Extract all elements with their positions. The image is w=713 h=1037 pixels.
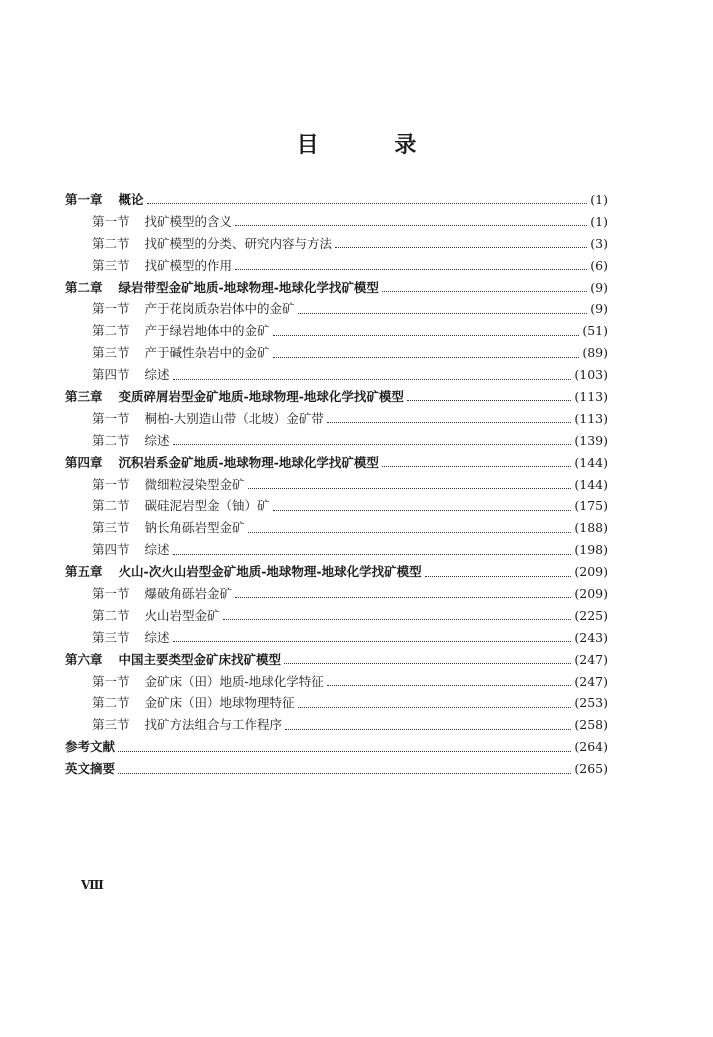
- dot-leader: [248, 532, 572, 533]
- toc-number: 第二节: [92, 323, 130, 339]
- dot-leader: [223, 619, 572, 620]
- toc-title: 变质碎屑岩型金矿地质-地球物理-地球化学找矿模型: [118, 389, 404, 405]
- toc-title: 产于绿岩地体中的金矿: [144, 323, 270, 339]
- dot-leader: [273, 335, 580, 336]
- toc-page-number: (144): [574, 454, 608, 470]
- toc-page-number: (247): [574, 673, 608, 689]
- dot-leader: [298, 313, 588, 314]
- toc-title: 火山-次火山岩型金矿地质-地球物理-地球化学找矿模型: [118, 564, 422, 580]
- dot-leader: [273, 357, 580, 358]
- toc-title: 综述: [144, 432, 170, 448]
- dot-leader: [147, 203, 588, 204]
- toc-title: 找矿模型的作用: [144, 257, 233, 273]
- toc-number: 第一节: [92, 213, 130, 229]
- toc-title: 钠长角砾岩型金矿: [144, 520, 245, 536]
- toc-section[interactable]: [65, 496, 608, 518]
- toc-title: 中国主要类型金矿床找矿模型: [118, 651, 282, 667]
- toc-page-number: (188): [574, 520, 608, 536]
- toc-number: 第四节: [92, 542, 130, 558]
- toc-page-number: (113): [574, 410, 608, 426]
- dot-leader: [425, 576, 572, 577]
- toc-section[interactable]: [65, 584, 608, 606]
- toc-references[interactable]: [65, 737, 608, 759]
- toc-page-number: (103): [574, 367, 608, 383]
- toc-page-number: (51): [582, 323, 608, 339]
- toc-title: 绿岩带型金矿地质-地球物理-地球化学找矿模型: [118, 279, 379, 295]
- toc-number: 第三章: [65, 389, 103, 405]
- toc-section[interactable]: [65, 540, 608, 562]
- toc-section[interactable]: [65, 715, 608, 737]
- toc-number: 第一节: [92, 476, 130, 492]
- toc-number: 第六章: [65, 651, 103, 667]
- toc-title: 找矿模型的分类、研究内容与方法: [144, 235, 333, 251]
- toc-title: 爆破角砾岩金矿: [144, 586, 233, 602]
- toc-section[interactable]: [65, 431, 608, 453]
- toc-page-number: (243): [574, 629, 608, 645]
- toc-section[interactable]: [65, 475, 608, 497]
- dot-leader: [285, 729, 571, 730]
- toc-number: 第二节: [92, 235, 130, 251]
- toc-section[interactable]: [65, 234, 608, 256]
- toc-chapter-4[interactable]: [65, 453, 608, 475]
- dot-leader: [235, 225, 587, 226]
- toc-title: 综述: [144, 629, 170, 645]
- dot-leader: [327, 685, 572, 686]
- toc-section[interactable]: [65, 256, 608, 278]
- toc-section[interactable]: [65, 365, 608, 387]
- toc-number: 第二节: [92, 432, 130, 448]
- toc-number: 第一节: [92, 301, 130, 317]
- toc-number: 第三节: [92, 717, 130, 733]
- toc-page-number: (9): [590, 279, 608, 295]
- toc-number: 第一章: [65, 192, 103, 207]
- toc-section[interactable]: [65, 343, 608, 365]
- toc-chapter-6[interactable]: [65, 650, 608, 672]
- toc-page-number: (1): [590, 192, 608, 207]
- page-title: 目 录: [296, 133, 451, 158]
- dot-leader: [118, 751, 571, 752]
- toc-title: 金矿床（田）地球物理特征: [144, 695, 295, 711]
- toc-page-number: (225): [574, 607, 608, 623]
- dot-leader: [407, 400, 571, 401]
- toc-number: 第四节: [92, 367, 130, 383]
- toc-page-number: (198): [574, 542, 608, 558]
- toc-section[interactable]: [65, 409, 608, 431]
- dot-leader: [173, 379, 572, 380]
- dot-leader: [273, 510, 572, 511]
- toc-page-number: (1): [590, 213, 608, 229]
- dot-leader: [382, 291, 587, 292]
- dot-leader: [284, 663, 571, 664]
- dot-leader: [235, 597, 571, 598]
- toc-section[interactable]: [65, 693, 608, 715]
- toc-page-number: (113): [574, 389, 608, 405]
- toc-number: 第二章: [65, 279, 103, 295]
- toc-title: 综述: [144, 542, 170, 558]
- toc-title: 碳硅泥岩型金（铀）矿: [144, 498, 270, 514]
- toc-number: 第三节: [92, 520, 130, 536]
- toc-title: 桐柏-大别造山带（北坡）金矿带: [144, 410, 324, 426]
- toc-page-number: (3): [590, 235, 608, 251]
- toc-section[interactable]: [65, 518, 608, 540]
- toc-section[interactable]: [65, 321, 608, 343]
- toc-number: 第三节: [92, 345, 130, 361]
- toc-title: 概论: [118, 192, 144, 207]
- toc-page-number: (6): [590, 257, 608, 273]
- toc-page-number: (175): [574, 498, 608, 514]
- toc-page-number: (247): [574, 651, 608, 667]
- toc-page-number: (253): [574, 695, 608, 711]
- toc-number: 第五章: [65, 564, 103, 580]
- toc-title: 参考文献: [65, 739, 116, 755]
- toc-number: 第四章: [65, 454, 103, 470]
- toc-title: 沉积岩系金矿地质-地球物理-地球化学找矿模型: [118, 454, 379, 470]
- toc-title: 火山岩型金矿: [144, 607, 220, 623]
- toc-chapter-5[interactable]: [65, 562, 608, 584]
- toc-chapter-3[interactable]: [65, 387, 608, 409]
- toc-number: 第三节: [92, 257, 130, 273]
- toc-title: 找矿模型的含义: [144, 213, 233, 229]
- toc-page-number: (209): [574, 564, 608, 580]
- toc-number: 第二节: [92, 695, 130, 711]
- toc-number: 第一节: [92, 410, 130, 426]
- toc-page-number: (144): [574, 476, 608, 492]
- dot-leader: [327, 422, 572, 423]
- toc-title: 英文摘要: [65, 761, 116, 777]
- toc-page-number: (258): [574, 717, 608, 733]
- toc-title: 找矿方法组合与工作程序: [144, 717, 283, 733]
- toc-english-abstract[interactable]: [65, 759, 608, 781]
- toc-page-number: (209): [574, 586, 608, 602]
- toc-section[interactable]: [65, 299, 608, 321]
- dot-leader: [173, 554, 572, 555]
- dot-leader: [382, 466, 571, 467]
- toc-title: 产于花岗质杂岩体中的金矿: [144, 301, 295, 317]
- toc-section[interactable]: [65, 672, 608, 694]
- toc-title: 产于碱性杂岩中的金矿: [144, 345, 270, 361]
- dot-leader: [173, 641, 572, 642]
- dot-leader: [118, 773, 571, 774]
- dot-leader: [235, 269, 587, 270]
- dot-leader: [248, 488, 572, 489]
- dot-leader: [298, 707, 572, 708]
- toc-section[interactable]: [65, 606, 608, 628]
- toc-section[interactable]: [65, 628, 608, 650]
- toc-chapter-2[interactable]: [65, 278, 608, 300]
- toc-number: 第一节: [92, 673, 130, 689]
- dot-leader: [335, 247, 587, 248]
- dot-leader: [173, 444, 572, 445]
- toc-page-number: (9): [590, 301, 608, 317]
- toc-number: 第二节: [92, 607, 130, 623]
- toc-page-number: (265): [574, 761, 608, 777]
- toc-title: 微细粒浸染型金矿: [144, 476, 245, 492]
- page-folio: Ⅷ: [81, 878, 103, 892]
- table-of-contents: [65, 190, 608, 781]
- toc-number: 第一节: [92, 586, 130, 602]
- toc-page-number: (139): [574, 432, 608, 448]
- toc-section[interactable]: [65, 212, 608, 234]
- toc-page-number: (264): [574, 739, 608, 755]
- toc-chapter-1[interactable]: [65, 190, 608, 212]
- toc-number: 第二节: [92, 498, 130, 514]
- toc-page-number: (89): [582, 345, 608, 361]
- toc-title: 综述: [144, 367, 170, 383]
- toc-title: 金矿床（田）地质-地球化学特征: [144, 673, 324, 689]
- toc-number: 第三节: [92, 629, 130, 645]
